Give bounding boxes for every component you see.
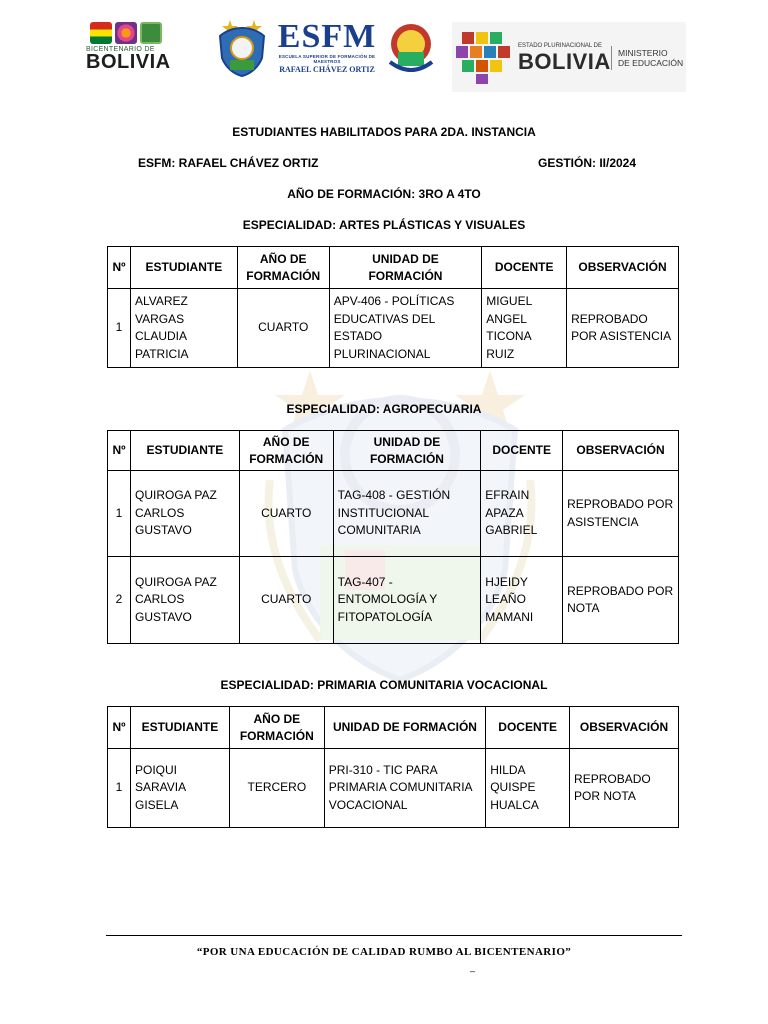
- table-header-row: [108, 707, 679, 749]
- table-artes: [107, 246, 679, 368]
- ministerio-line-1: MINISTERIO: [618, 48, 668, 58]
- anio-formacion-line: AÑO DE FORMACIÓN: 3RO A 4TO: [287, 187, 481, 201]
- section-heading-artes: ESPECIALIDAD: ARTES PLÁSTICAS Y VISUALES: [242, 218, 526, 232]
- bicentenario-shield-icon: [140, 22, 162, 44]
- section-heading-agropecuaria: ESPECIALIDAD: AGROPECUARIA: [286, 402, 482, 416]
- column-header-unidad: UNIDAD DE FORMACIÓN: [333, 431, 481, 471]
- cell-docente: HJEIDY LEAÑO MAMANI: [481, 557, 563, 644]
- bicentenario-logo: [86, 22, 178, 80]
- column-header-docente: DOCENTE: [481, 431, 563, 471]
- cell-estudiante: QUIROGA PAZ CARLOS GUSTAVO: [130, 471, 239, 557]
- ministerio-line-2: DE EDUCACIÓN: [618, 58, 684, 68]
- column-header-estudiante: ESTUDIANTE: [130, 707, 229, 749]
- column-header-estudiante: ESTUDIANTE: [130, 247, 237, 289]
- column-header-observacion: OBSERVACIÓN: [563, 431, 679, 471]
- esfm-seal-icon: [216, 18, 268, 78]
- section-heading-primaria: ESPECIALIDAD: PRIMARIA COMUNITARIA VOCACIONAL: [220, 678, 548, 692]
- column-header-observacion: OBSERVACIÓN: [570, 707, 679, 749]
- cell-docente: EFRAIN APAZA GABRIEL: [481, 471, 563, 557]
- cell-estudiante: QUIROGA PAZ CARLOS GUSTAVO: [130, 557, 239, 644]
- esfm-secondary-seal-icon: [386, 22, 436, 78]
- bicentenario-big-text: BOLIVIA: [86, 51, 171, 73]
- ministerio-logo: [452, 22, 686, 92]
- column-header-anio: AÑO DE FORMACIÓN: [229, 707, 324, 749]
- cell-estudiante: ALVAREZ VARGAS CLAUDIA PATRICIA: [130, 289, 237, 368]
- table-row: [108, 289, 679, 368]
- bicentenario-small-text: BICENTENARIO DE: [86, 46, 155, 53]
- cell-numero: 1: [108, 289, 131, 368]
- wiphala-pattern-icon: [454, 26, 512, 86]
- document-title: ESTUDIANTES HABILITADOS PARA 2DA. INSTANCIA: [232, 125, 536, 139]
- column-header-anio: AÑO DE FORMACIÓN: [237, 247, 329, 289]
- bicentenario-spiral-icon: [115, 22, 137, 44]
- cell-anio: CUARTO: [239, 471, 333, 557]
- column-header-observacion: OBSERVACIÓN: [567, 247, 679, 289]
- cell-numero: 1: [108, 471, 131, 557]
- esfm-subtitle: ESCUELA SUPERIOR DE FORMACIÓN DE MAESTROS: [278, 54, 376, 64]
- esfm-wordmark: ESFM: [277, 18, 377, 55]
- column-header-estudiante: ESTUDIANTE: [130, 431, 239, 471]
- table-header-row: [108, 431, 679, 471]
- cell-unidad: TAG-407 - ENTOMOLOGÍA Y FITOPATOLOGÍA: [333, 557, 481, 644]
- cell-anio: CUARTO: [237, 289, 329, 368]
- ministerio-text: [618, 48, 683, 68]
- cell-anio: TERCERO: [229, 749, 324, 828]
- estado-plurinacional-text: ESTADO PLURINACIONAL DE: [518, 43, 603, 49]
- column-header-docente: DOCENTE: [486, 707, 570, 749]
- cell-unidad: APV-406 - POLÍTICAS EDUCATIVAS DEL ESTADO PLURINACIONAL: [329, 289, 482, 368]
- footer-rule: [106, 935, 682, 936]
- column-header-numero: Nº: [108, 431, 131, 471]
- logo-divider: [611, 46, 612, 70]
- table-row: [108, 749, 679, 828]
- column-header-docente: DOCENTE: [482, 247, 567, 289]
- cell-observacion: REPROBADO POR ASISTENCIA: [567, 289, 679, 368]
- footer-mark: _: [470, 962, 476, 972]
- table-row: [108, 471, 679, 557]
- table-row: [108, 557, 679, 644]
- esfm-logo: [216, 18, 438, 84]
- cell-docente: HILDA QUISPE HUALCA: [486, 749, 570, 828]
- esfm-institution-name: RAFAEL CHÁVEZ ORTIZ: [279, 65, 375, 74]
- cell-unidad: TAG-408 - GESTIÓN INSTITUCIONAL COMUNITARIA: [333, 471, 481, 557]
- footer-motto: “POR UNA EDUCACIÓN DE CALIDAD RUMBO AL BICENTENARIO”: [196, 946, 572, 958]
- cell-unidad: PRI-310 - TIC PARA PRIMARIA COMUNITARIA VOCACIONAL: [324, 749, 485, 828]
- bolivia-wordmark: BOLIVIA: [518, 49, 611, 74]
- bicentenario-flag-icon: [90, 22, 112, 44]
- column-header-unidad: UNIDAD DE FORMACIÓN: [329, 247, 482, 289]
- table-header-row: [108, 247, 679, 289]
- cell-docente: MIGUEL ANGEL TICONA RUIZ: [482, 289, 567, 368]
- cell-numero: 2: [108, 557, 131, 644]
- esfm-line: ESFM: RAFAEL CHÁVEZ ORTIZ: [138, 156, 319, 170]
- column-header-anio: AÑO DE FORMACIÓN: [239, 431, 333, 471]
- cell-numero: 1: [108, 749, 131, 828]
- cell-observacion: REPROBADO POR ASISTENCIA: [563, 471, 679, 557]
- column-header-numero: Nº: [108, 707, 131, 749]
- table-primaria: [107, 706, 679, 828]
- table-agropecuaria: [107, 430, 679, 644]
- column-header-numero: Nº: [108, 247, 131, 289]
- cell-observacion: REPROBADO POR NOTA: [563, 557, 679, 644]
- cell-anio: CUARTO: [239, 557, 333, 644]
- cell-estudiante: POIQUI SARAVIA GISELA: [130, 749, 229, 828]
- cell-observacion: REPROBADO POR NOTA: [570, 749, 679, 828]
- gestion-line: GESTIÓN: II/2024: [538, 156, 637, 170]
- column-header-unidad: UNIDAD DE FORMACIÓN: [324, 707, 485, 749]
